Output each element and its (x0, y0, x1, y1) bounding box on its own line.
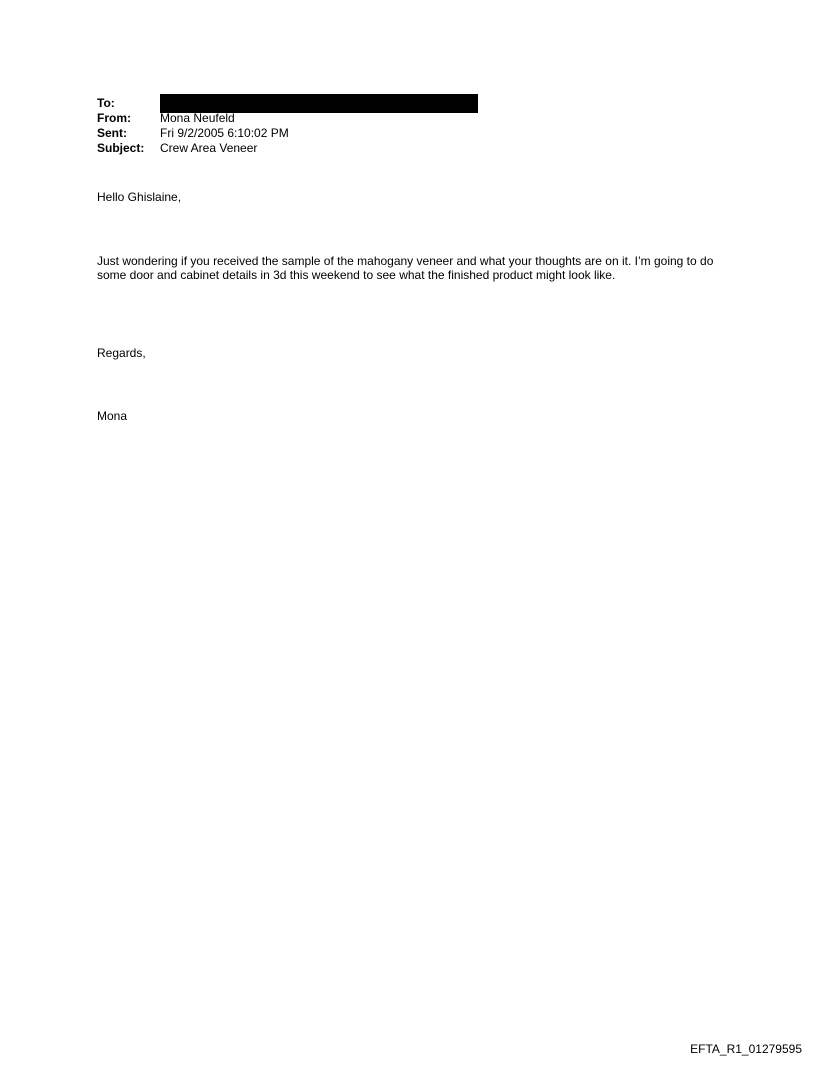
subject-label: Subject: (97, 141, 145, 155)
subject-row (97, 141, 478, 156)
from-row (97, 111, 478, 126)
body-paragraph: Just wondering if you received the sample of the mahogany veneer and what your thoughts are on it. I’m going to do some door and cabinet details in 3d this weekend to see what the finished product might look like. (97, 254, 714, 282)
email-header (97, 96, 478, 156)
from-label: From: (97, 111, 131, 125)
sent-value: Fri 9/2/2005 6:10:02 PM (160, 126, 289, 140)
subject-value: Crew Area Veneer (160, 141, 258, 155)
document-id: EFTA_R1_01279595 (690, 1042, 802, 1056)
from-value: Mona Neufeld (160, 111, 235, 125)
greeting-text: Hello Ghislaine, (97, 190, 182, 204)
signature-text: Mona (97, 409, 128, 423)
sent-row (97, 126, 478, 141)
closing-text: Regards, (97, 346, 146, 360)
to-row (97, 96, 478, 111)
to-label: To: (97, 96, 115, 110)
sent-label: Sent: (97, 126, 127, 140)
